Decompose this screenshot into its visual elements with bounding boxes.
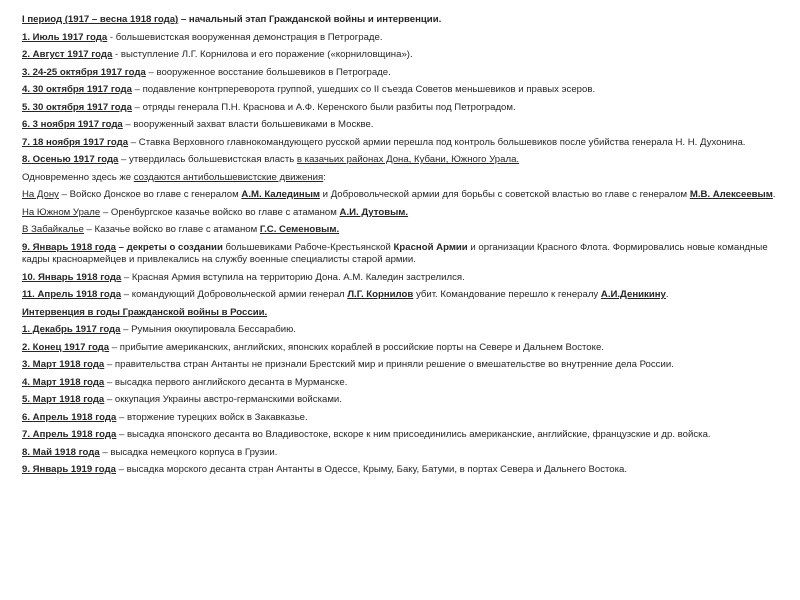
paragraph [22, 32, 790, 45]
paragraph [22, 207, 790, 220]
text: и Добровольческой армии для борьбы с советской властью во главе с генералом [320, 189, 690, 200]
text: убит. Командование перешло к генералу [413, 289, 601, 300]
underlined-text: В Забайкалье [22, 224, 84, 235]
paragraph [22, 464, 790, 477]
date-label: 9. Январь 1919 года [22, 464, 116, 475]
text: – правительства стран Антанты не признали Брестский мир и приняли решение о вмешательстве во внутренние дела России. [104, 359, 674, 370]
date-label: 10. Январь 1918 года [22, 271, 122, 283]
text: и организации Красного Флота. Формировались новые командные кадры красноармейцев и привлекались на службу военные специалисты старой армии. [22, 241, 768, 265]
text: – высадка немецкого корпуса в Грузии. [99, 446, 278, 458]
date-label: 7. 18 ноября 1917 года [22, 136, 129, 148]
paragraph [22, 324, 790, 337]
date-label: 9. Январь 1918 года [22, 241, 116, 253]
date-label: Л.Г. Корнилов [347, 289, 414, 300]
text: . [772, 189, 776, 200]
text: – вооруженный захват власти большевиками в Москве. [122, 119, 374, 130]
date-label: 8. Осенью 1917 года [22, 154, 119, 165]
text: – прибытие американских, английских, японских кораблей в российские порты на Севере и Дальнем Востоке. [109, 341, 604, 353]
date-label: 3. Март 1918 года [22, 359, 105, 370]
paragraph [22, 447, 790, 460]
text: – декреты о создании [115, 241, 223, 253]
section-heading [22, 14, 790, 27]
paragraph [22, 137, 790, 150]
underlined-text: создаются антибольшевистские движения [133, 171, 324, 183]
text: – командующий Добровольческой армии генерал [121, 289, 348, 300]
text: : [323, 171, 326, 183]
text: – высадка первого английского десанта в Мурманске. [104, 376, 348, 388]
date-label: Интервенция в годы Гражданской войны в России. [22, 306, 268, 318]
text: – Румыния оккупировала Бессарабию. [120, 324, 296, 335]
text: – Казачье войско во главе с атаманом [83, 224, 260, 235]
text: – высадка морского десанта стран Антанты в Одессе, Крыму, Баку, Батуми, в портах Севера и Дальнего Востока. [115, 464, 628, 475]
date-label: А.И. Дутовым. [339, 206, 409, 218]
date-label: I период (1917 – весна 1918 года) [22, 14, 179, 25]
date-label: А.М. Калединым [241, 189, 321, 200]
date-label: 5. 30 октября 1917 года [22, 101, 132, 113]
paragraph [22, 394, 790, 407]
paragraph [22, 84, 790, 97]
document-body [22, 14, 790, 482]
date-label: 1. Июль 1917 года [22, 31, 108, 43]
date-label: Г.С. Семеновым. [259, 224, 340, 235]
underlined-text: На Южном Урале [22, 206, 101, 218]
date-label: 11. Апрель 1918 года [22, 289, 122, 300]
date-label: 4. Март 1918 года [22, 376, 105, 388]
text: – Войско Донское во главе с генералом [58, 189, 242, 200]
paragraph [22, 429, 790, 442]
text: – утвердилась большевистская власть [118, 154, 297, 165]
text: – вооруженное восстание большевиков в Петрограде. [145, 66, 391, 78]
text: – Ставка Верховного главнокомандующего русской армии перешла под контроль большевиков после убийства генерала Н. Н. Духонина. [128, 136, 746, 148]
paragraph [22, 272, 790, 285]
underlined-text: в казачьих районах Дона, Кубани, Южного Урала. [296, 154, 520, 165]
paragraph [22, 172, 790, 185]
date-label: 6. Апрель 1918 года [22, 411, 117, 423]
paragraph [22, 154, 790, 167]
paragraph [22, 412, 790, 425]
text: – отряды генерала П.Н. Краснова и А.Ф. Керенского были разбиты под Петроградом. [131, 101, 516, 113]
date-label: 7. Апрель 1918 года [22, 429, 117, 440]
text: Одновременно здесь же [22, 171, 134, 183]
paragraph [22, 242, 790, 267]
text: . [665, 289, 669, 300]
paragraph [22, 67, 790, 80]
text: - выступление Л.Г. Корнилова и его поражение («корниловщина»). [112, 49, 413, 60]
text: – вторжение турецких войск в Закавказье. [116, 411, 308, 423]
text: – начальный этап Гражданской войны и интервенции. [178, 14, 442, 25]
text: – оккупация Украины австро-германскими войсками. [104, 394, 342, 405]
paragraph [22, 359, 790, 372]
text: большевиками Рабоче-Крестьянской [222, 241, 394, 253]
paragraph [22, 342, 790, 355]
paragraph [22, 49, 790, 62]
date-label: 5. Март 1918 года [22, 394, 105, 405]
text: – Оренбургское казачье войско во главе с атаманом [100, 206, 340, 218]
date-label: 1. Декабрь 1917 года [22, 324, 121, 335]
date-label: М.В. Алексеевым [689, 189, 773, 200]
text: Красной Армии [393, 241, 468, 253]
date-label: 8. Май 1918 года [22, 446, 100, 458]
paragraph [22, 289, 790, 302]
date-label: А.И.Деникину [600, 289, 666, 300]
date-label: 2. Август 1917 года [22, 49, 113, 60]
paragraph [22, 377, 790, 390]
date-label: 2. Конец 1917 года [22, 341, 110, 353]
paragraph [22, 119, 790, 132]
text: – высадка японского десанта во Владивостоке, вскоре к ним присоединились американские, английские, французские и др. войска. [116, 429, 711, 440]
paragraph [22, 224, 790, 237]
text: – подавление контрпереворота группой, ушедших со II съезда Советов меньшевиков и правых эсеров. [131, 84, 596, 95]
text: - большевистская вооруженная демонстрация в Петрограде. [107, 31, 383, 43]
date-label: 3. 24-25 октября 1917 года [22, 66, 146, 78]
paragraph [22, 102, 790, 115]
date-label: 4. 30 октября 1917 года [22, 84, 132, 95]
section-heading [22, 307, 790, 320]
text: – Красная Армия вступила на территорию Дона. А.М. Каледин застрелился. [121, 271, 465, 283]
paragraph [22, 189, 790, 202]
date-label: 6. 3 ноября 1917 года [22, 119, 123, 130]
underlined-text: На Дону [22, 189, 59, 200]
